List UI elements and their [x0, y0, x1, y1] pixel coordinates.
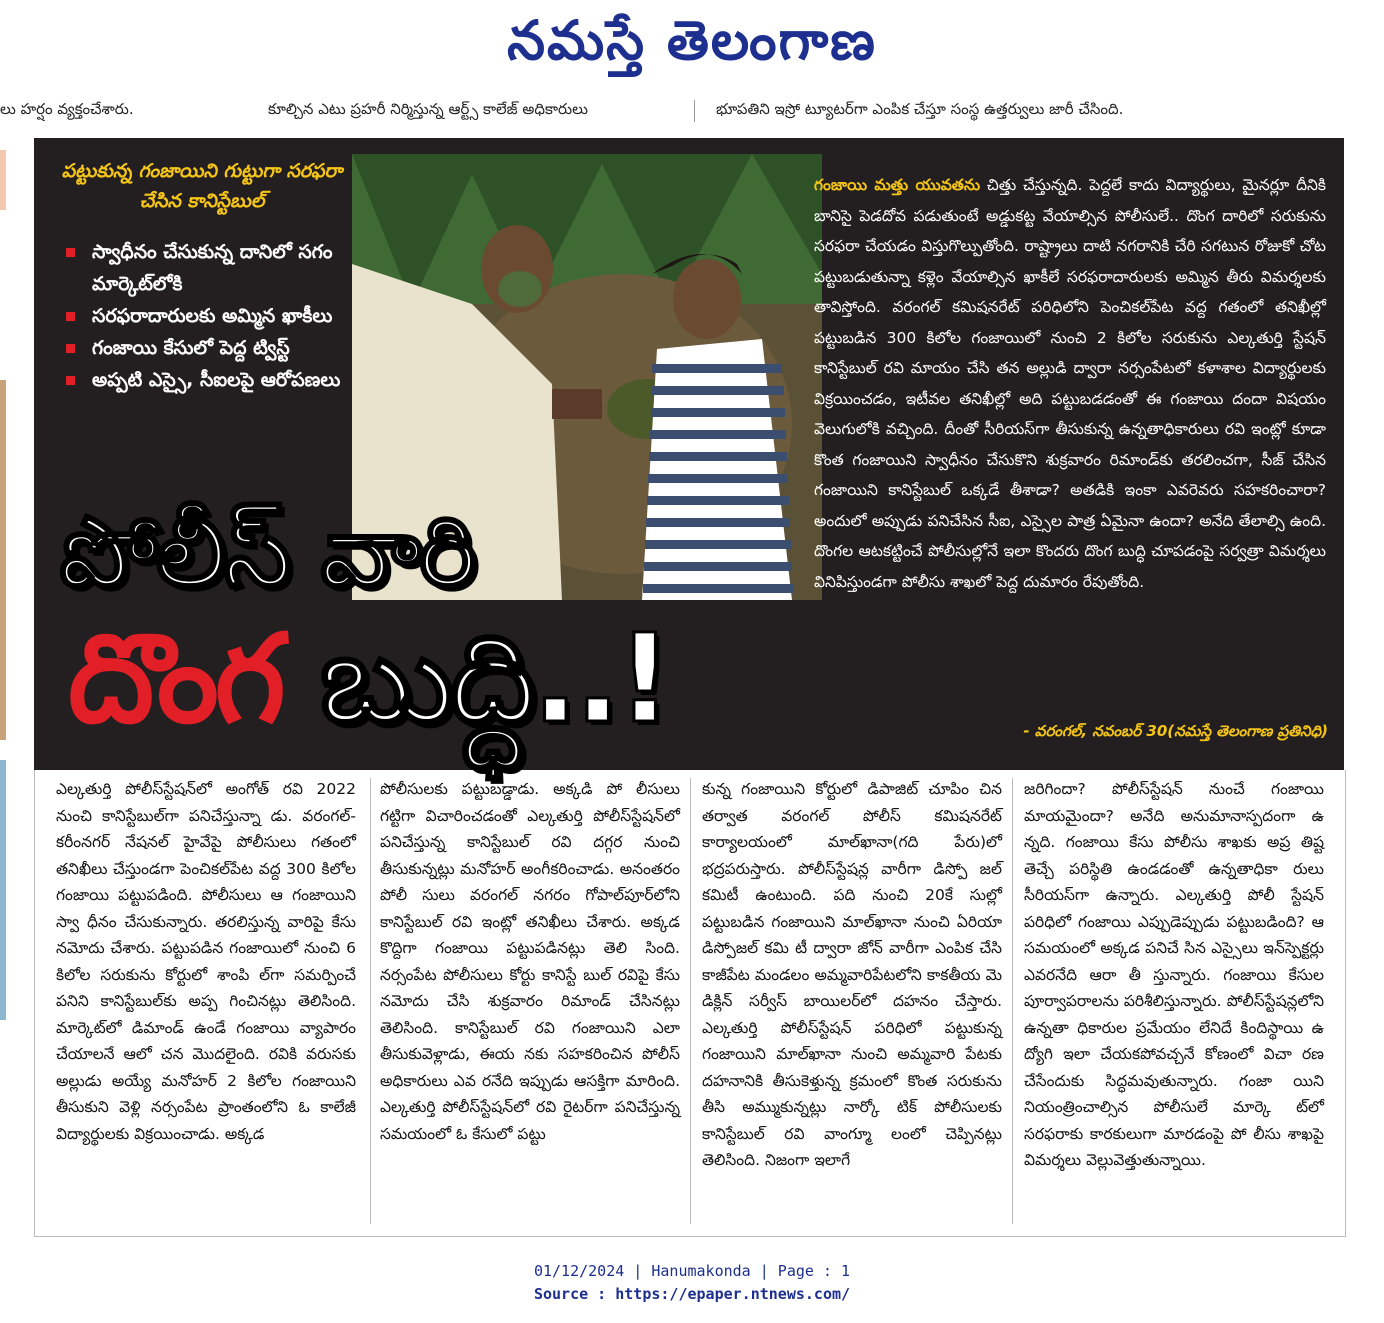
ticker-item: భూపతిని ఇస్రో ట్యూటర్‌గా ఎంపిక చేస్తూ సంస్థ ఉత్తర్వులు జారీ చేసింది. — [716, 100, 1124, 118]
column-divider — [1012, 778, 1013, 1224]
ticker-divider — [694, 100, 695, 122]
lead-paragraph — [814, 170, 1326, 597]
headline-white-word: బుద్ధి..! — [320, 608, 669, 750]
bullet-square-icon — [66, 344, 75, 353]
adjacent-article-edge — [0, 150, 6, 210]
ticker-item: కూల్చిన ఎటు ప్రహరీ నిర్మిస్తున్న ఆర్ట్స్ కాలేజ్ అధికారులు — [268, 100, 588, 118]
article-column-1: ఎల్కతుర్తి పోలీస్‌స్టేషన్‌లో అంగోత్ రవి 2022 నుంచి కానిస్టేబుల్‌గా పనిచేస్తున్నా డు. వరంగల్-కరీంనగర్ నేషనల్ హైవేపై పోలీసులు గతంలో తనిఖీలు చేస్తుండగా పెంచికల్‌పేట వద్ద 300 కిలోల గంజాయి పట్టుపడింది. పోలీసులు ఆ గంజాయిని స్వా ధీనం చేసుకున్నారు. తరలిస్తున్న వారిపై కేసు నమోదు చేశారు. పట్టుపడిన గంజాయిలో నుంచి 6 కిలోల సరుకును కోర్టులో శాంపి ల్‌గా సమర్పించే పనిని కానిస్టేబుల్‌కు అప్ప గించినట్లు తెలిసింది. మార్కెట్‌లో డిమాండ్ ఉండే గంజాయి వ్యాపారం చేయాలనే ఆలో చన మొదలైంది. రవికి వరుసకు అల్లుడు అయ్యే మనోహర్ 2 కిలోల గంజాయిని తీసుకుని వెళ్లి నర్సంపేట ప్రాంతంలోని ఓ కాలేజీ విద్యార్థులకు విక్రయించాడు. అక్కడ — [56, 780, 356, 1143]
bullet-item: గంజాయి కేసులో పెద్ద ట్విస్ట్ — [62, 332, 362, 364]
headline-line-2 — [68, 608, 668, 780]
bullet-square-icon — [66, 376, 75, 385]
masthead — [0, 0, 1384, 90]
headline-line-1: పోలీస్ వారి — [60, 496, 475, 608]
source-link[interactable]: Source : https://epaper.ntnews.com/ — [533, 1285, 851, 1303]
highlight-bullets — [62, 236, 362, 396]
column-divider — [690, 778, 691, 1224]
bullet-item: స్వాధీనం చేసుకున్న దానిలో సగం మార్కెట్‌లోకి — [62, 236, 362, 300]
article-column-3: కున్న గంజాయిని కోర్టులో డిపాజిట్ చూపిం చిన తర్వాత వరంగల్ పోలీస్ కమిషనరేట్ కార్యాలయంలో మాల్‌ఖానా(గది పేరు)లో భద్రపరుస్తారు. పోలీస్‌స్టేషన్ల వారీగా డిస్పో జల్ కమిటీ ఉంటుంది. పది నుంచి 20కే సుల్లో పట్టుబడిన గంజాయిని మాల్‌ఖానా నుంచి ఏరియా డిస్పోజల్ కమి టీ ద్వారా జోన్ వారీగా ఎంపిక చేసి కాజీపేట మండలం అమ్మవారిపేటలోని కాకతీయ మె డిక్లిన్ సర్వీస్ బాయిలర్‌లో దహనం చేస్తారు. ఎల్కతుర్తి పోలీస్‌స్టేషన్ పరిధిలో పట్టుకున్న గంజాయిని మాల్‌ఖానా నుంచి అమ్మవారి పేటకు దహనానికి తీసుకెళ్తున్న క్రమంలో కొంత సరుకును తీసి అమ్ముకున్నట్లు నార్కో టిక్ పోలీసులకు కానిస్టేబుల్ రవి వాంగ్మూ లంలో చెప్పినట్లు తెలిసింది. నిజంగా ఇలాగే — [702, 780, 1002, 1169]
lead-highlight: గంజాయి మత్తు యువతను — [814, 176, 981, 194]
article-column-2: పోలీసులకు పట్టుబడ్డాడు. అక్కడి పో లీసులు గట్టిగా విచారించడంతో ఎల్కతుర్తి పోలీస్‌స్టేషన్‌లో పనిచేస్తున్న కానిస్టేబుల్ రవి దగ్గర నుంచి తీసుకున్నట్లు మనోహర్ అంగీకరించాడు. అనంతరం పోలీ సులు వరంగల్ నగరం గోపాల్‌పూర్‌లోని కానిస్టేబుల్ రవి ఇంట్లో తనిఖీలు చేశారు. అక్కడ కొద్దిగా గంజాయి పట్టుపడినట్లు తెలి సింది. నర్సంపేట పోలీసులు కోర్టు కానిస్టే బుల్ రవిపై కేసు నమోదు చేసి శుక్రవారం రిమాండ్ చేసినట్లు తెలిసింది. కానిస్టేబుల్ రవి గంజాయిని ఎలా తీసుకువెళ్లాడు, ఈయ నకు సహకరించిన పోలీస్ అధికారులు ఎవ రనేది ఇప్పుడు ఆసక్తిగా మారింది. ఎల్కతుర్తి పోలీస్‌స్టేషన్‌లో రవి రైటర్‌గా పనిచేస్తున్న సమయంలో ఓ కేసులో పట్టు — [380, 780, 680, 1143]
ticker-bar — [0, 98, 1384, 124]
story-kicker: పట్టుకున్న గంజాయిని గుట్టుగా సరఫరా చేసిన కానిస్టేబుల్ — [61, 160, 343, 212]
ticker-item: లు హర్షం వ్యక్తంచేశారు. — [0, 100, 134, 118]
edition-info: 01/12/2024 | Hanumakonda | Page : 1 — [533, 1262, 851, 1280]
bullet-item: అప్పటి ఎస్సై, సీఐలపై ఆరోపణలు — [62, 364, 362, 396]
dateline: - వరంగల్, నవంబర్ 30(నమస్తే తెలంగాణ ప్రతినిధి) — [1023, 722, 1328, 740]
bullet-square-icon — [66, 312, 75, 321]
bullet-square-icon — [66, 248, 75, 257]
adjacent-photo-edge — [0, 760, 6, 1020]
lead-text: చిత్తు చేస్తున్నది. పెద్దలే కాదు విద్యార్థులు, మైనర్లూ దీనికి బానిసై పెడదోవ పడుతుంటే అడ్డుకట్ట వేయాల్సిన పోలీసులే.. దొంగ దారిలో సరుకును సరఫరా చేయడం విస్తుగొల్పుతోంది. రాష్ట్రాలు దాటి నగరానికి చేరి సగటున రోజుకో చోట పట్టుబడుతున్నా కళ్లెం వేయాల్సిన ఖాకీలే సరఫరాదారులకు అమ్మిన తీరు విమర్శలకు తావిస్తోంది. వరంగల్ కమిషనరేట్ పరిధిలోని పెంచికల్‌పేట వద్ద గతంలో తనిఖీల్లో పట్టుబడిన 300 కిలోల గంజాయిలో నుంచి 2 కిలోల సరుకును ఎల్కతుర్తి స్టేషన్ కానిస్టేబుల్ రవి మాయం చేసి తన అల్లుడి ద్వారా నర్సంపేటలో కళాశాల విద్యార్థులకు విక్రయించడం, ఇటీవల తనిఖీల్లో అది పట్టుబడడంతో ఈ గంజాయి దందా విషయం వెలుగులోకి వచ్చింది. దీంతో సీరియస్‌గా తీసుకున్న ఉన్నతాధికారులు రవి ఇంట్లో కూడా కొంత గంజాయిని స్వాధీనం చేసుకొని శుక్రవారం రిమాండ్‌కు తరలించగా, సీజ్ చేసిన గంజాయిని కానిస్టేబుల్ ఒక్కడే తీశాడా? అతడికి ఇంకా ఎవరెవరు సహకరించారా? అందులో అప్పుడు పనిచేసిన సీఐ, ఎస్సైల పాత్ర ఏమైనా ఉందా? అనేది తేలాల్సి ఉంది. దొంగల ఆటకట్టించే పోలీసుల్లోనే ఇలా కొందరు దొంగ బుద్ధి చూపడంపై సర్వత్రా విమర్శలు వినిపిస్తుండగా పోలీసు శాఖలో పెద్ద దుమారం రేపుతోంది. — [814, 176, 1326, 591]
article-column-4: జరిగిందా? పోలీస్‌స్టేషన్ నుంచే గంజాయి మాయమైందా? అనేది అనుమానాస్పదంగా ఉ న్నది. గంజాయి కేసు పోలీసు శాఖకు అప్ర తిష్ట తెచ్చే పరిస్థితి ఉండడంతో ఉన్నతాధికా రులు సీరియస్‌గా ఉన్నారు. ఎల్కతుర్తి పోలీ స్టేషన్ పరిధిలో గంజాయి ఎప్పుడెప్పుడు పట్టుబడింది? ఆ సమయంలో అక్కడ పనిచే సిన ఎస్సైలు ఇన్‌స్పెక్టర్లు ఎవరనేది ఆరా తీ స్తున్నారు. గంజాయి కేసుల పూర్వాపరాలను పరిశీలిస్తున్నారు. పోలీస్‌స్టేషన్లలోని ఉన్నతా ధికారుల ప్రమేయం లేనిదే కిందిస్థాయి ఉ ద్యోగి ఇలా చేయకపోవచ్చనే కోణంలో విచా రణ చేసేందుకు సిద్ధమవుతున్నారు. గంజా యిని నియంత్రించాల్సిన పోలీసులే మార్కె ట్‌లో సరఫరాకు కారకులుగా మారడంపై పో లీసు శాఖపై విమర్శలు వెల్లువెత్తుతున్నాయి. — [1024, 780, 1324, 1169]
bullet-item: సరఫరాదారులకు అమ్మిన ఖాకీలు — [62, 300, 362, 332]
adjacent-photo-edge — [0, 380, 6, 740]
column-divider — [370, 778, 371, 1224]
headline-red-word: దొంగ — [68, 608, 282, 750]
story-panel — [34, 138, 1344, 770]
newspaper-logo: నమస్తే తెలంగాణ — [507, 8, 877, 72]
